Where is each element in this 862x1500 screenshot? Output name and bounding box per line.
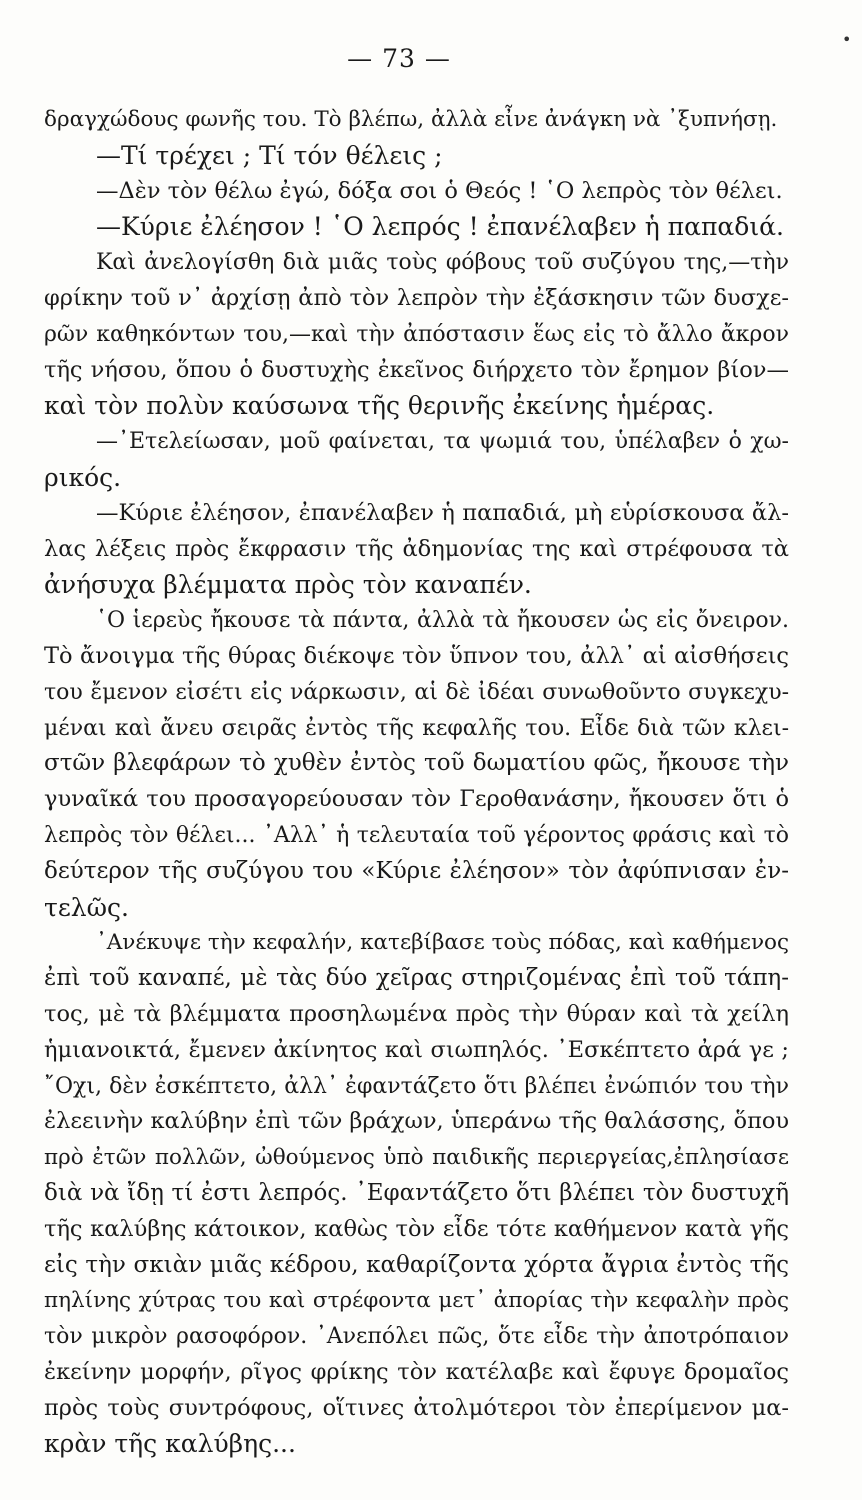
text-line: ἐλεεινὴν καλύβην ἐπὶ τῶν βράχων, ὑπεράνω τῆς θαλάσσης, ὅπου (44, 1108, 789, 1135)
text-line: κρὰν τῆς καλύβης... (44, 1429, 296, 1459)
text-line: τῆς καλύβης κάτοικον, καθὼς τὸν εἶδε τότε καθήμενον κατὰ γῆς (44, 1215, 789, 1242)
text-line: πρὸ ἐτῶν πολλῶν, ὠθούμενος ὑπὸ παιδικῆς περιεργείας,ἐπλησίασε (44, 1145, 789, 1171)
text-line: τος, μὲ τὰ βλέμματα προσηλωμένα πρὸς τὴν θύραν καὶ τὰ χείλη (44, 1000, 789, 1027)
text-line: τῆς νήσου, ὅπου ὁ δυστυχὴς ἐκεῖνος διήρχετο τὸν ἔρημον βίον— (44, 356, 789, 383)
text-line: ρῶν καθηκόντων του,—καὶ τὴν ἀπόστασιν ἕως εἰς τὸ ἄλλο ἄκρον (44, 321, 789, 347)
text-line: πρὸς τοὺς συντρόφους, οἵτινες ἀτολμότεροι τὸν ἐπερίμενον μα- (44, 1394, 789, 1421)
text-line: —᾽Ετελείωσαν, μοῦ φαίνεται, τα ψωμιά του, ὑπέλαβεν ὁ χω- (96, 429, 789, 455)
page-number: — 73 — (347, 44, 451, 73)
text-line: διὰ νὰ ἴδῃ τί ἐστι λεπρός. ᾽Εφαντάζετο ὅτι βλέπει τὸν δυστυχῆ (44, 1179, 789, 1206)
text-line: λεπρὸς τὸν θέλει... ᾽Αλλ᾽ ἡ τελευταία τοῦ γέροντος φράσις καὶ τὸ (44, 822, 789, 848)
corner-speck: • (842, 30, 852, 49)
text-line: τὸν μικρὸν ρασοφόρον. ᾽Ανεπόλει πῶς, ὅτε εἶδε τὴν ἀποτρόπαιον (44, 1324, 789, 1350)
text-line: —Τί τρέχει ; Τί τόν θέλεις ; (96, 140, 443, 170)
text-line: τελῶς. (44, 892, 129, 922)
text-line: λας λέξεις πρὸς ἔκφρασιν τῆς ἀδημονίας της καὶ στρέφουσα τὰ (44, 535, 789, 562)
text-line: δραγχώδους φωνῆς του. Τὸ βλέπω, ἀλλὰ εἶνε ἀνάγκη νὰ ᾽ξυπνήσῃ. (44, 107, 778, 132)
text-line: δεύτερον τῆς συζύγου του «Κύριε ἐλέησον» τὸν ἀφύπνισαν ἐν- (44, 857, 789, 884)
text-line: ρικός. (44, 462, 122, 492)
text-line: ῎Οχι, δὲν ἐσκέπτετο, ἀλλ᾽ ἐφαντάζετο ὅτι βλέπει ἐνώπιόν του τὴν (44, 1073, 789, 1099)
text-line: —Δὲν τὸν θέλω ἐγώ, δόξα σοι ὁ Θεός ! ῾Ο λεπρὸς τὸν θέλει. (96, 177, 783, 204)
text-line: εἰς τὴν σκιὰν μιᾶς κέδρου, καθαρίζοντα χόρτα ἄγρια ἐντὸς τῆς (44, 1251, 789, 1278)
body-text (44, 102, 789, 1462)
text-line: —Κύριε ἐλέησον ! ῾Ο λεπρός ! ἐπανέλαβεν ἡ παπαδιά. (96, 212, 784, 242)
text-line: του ἔμενον εἰσέτι εἰς νάρκωσιν, αἱ δὲ ἰδέαι συνωθοῦντο συγκεχυ- (44, 679, 789, 705)
text-line: πηλίνης χύτρας του καὶ στρέφοντα μετ᾽ ἀπορίας τὴν κεφαλὴν πρὸς (44, 1288, 789, 1314)
text-line: Καὶ ἀνελογίσθη διὰ μιᾶς τοὺς φόβους τοῦ συζύγου της,—τὴν (96, 250, 789, 276)
text-line: Τὸ ἄνοιγμα τῆς θύρας διέκοψε τὸν ὕπνον του, ἀλλ᾽ αἱ αἰσθήσεις (44, 642, 789, 669)
text-line: ἡμιανοικτά, ἔμενεν ἀκίνητος καὶ σιωπηλός. ᾽Εσκέπτετο ἀρά γε ; (44, 1036, 789, 1063)
text-line: ἐκείνην μορφήν, ρῖγος φρίκης τὸν κατέλαβε καὶ ἔφυγε δρομαῖος (44, 1358, 789, 1385)
text-line: φρίκην τοῦ ν᾽ ἀρχίσῃ ἀπὸ τὸν λεπρὸν τὴν ἐξάσκησιν τῶν δυσχε- (44, 284, 789, 311)
text-line: μέναι καὶ ἄνευ σειρᾶς ἐντὸς τῆς κεφαλῆς του. Εἶδε διὰ τῶν κλει- (44, 715, 789, 741)
text-line: ᾽Ανέκυψε τὴν κεφαλήν, κατεβίβασε τοὺς πόδας, καὶ καθήμενος (96, 930, 789, 956)
text-line: ῾Ο ἱερεὺς ἤκουσε τὰ πάντα, ἀλλὰ τὰ ἤκουσεν ὡς εἰς ὄνειρον. (96, 608, 789, 634)
text-line: στῶν βλεφάρων τὸ χυθὲν ἐντὸς τοῦ δωματίου φῶς, ἤκουσε τὴν (44, 750, 789, 777)
text-line: γυναῖκά του προσαγορεύουσαν τὸν Γεροθανάσην, ἤκουσεν ὅτι ὁ (44, 786, 789, 813)
text-line: ἐπὶ τοῦ καναπέ, μὲ τὰς δύο χεῖρας στηριζομένας ἐπὶ τοῦ τάπη- (44, 965, 789, 992)
text-line: καὶ τὸν πολὺν καύσωνα τῆς θερινῆς ἐκείνης ἡμέρας. (44, 391, 715, 421)
text-line: ἀνήσυχα βλέμματα πρὸς τὸν καναπέν. (44, 570, 532, 600)
text-line: —Κύριε ἐλέησον, ἐπανέλαβεν ἡ παπαδιά, μὴ εὑρίσκουσα ἄλ- (96, 499, 789, 526)
